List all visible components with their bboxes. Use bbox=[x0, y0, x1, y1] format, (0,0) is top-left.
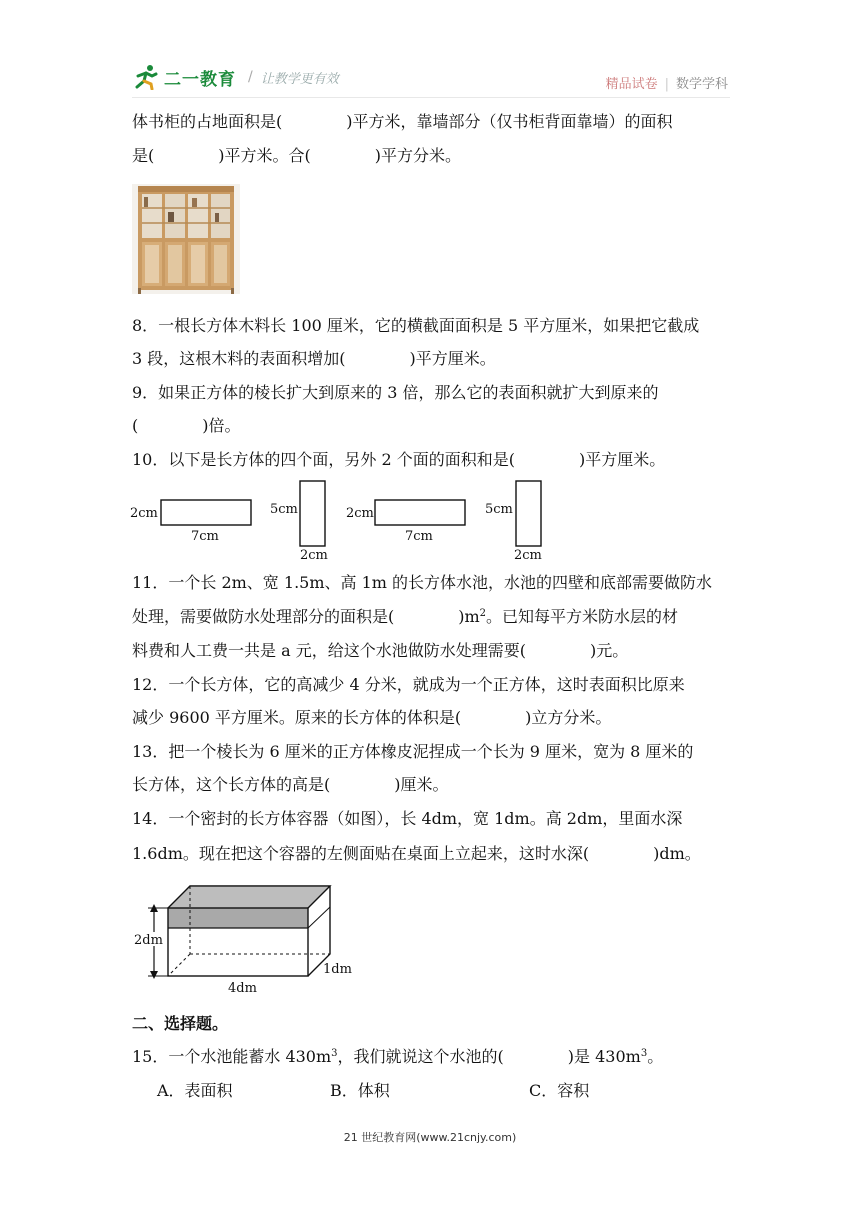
section-heading: 二、选择题。 bbox=[132, 1014, 229, 1033]
runner-logo-icon bbox=[132, 64, 160, 90]
rect4-height-label: 5cm bbox=[485, 502, 513, 517]
text-line: 长方体，这个长方体的高是( )厘米。 bbox=[132, 775, 449, 794]
rect2-width-label: 2cm bbox=[300, 548, 328, 563]
option-a[interactable]: A．表面积 bbox=[157, 1081, 233, 1100]
logo-text: 二一教育 bbox=[164, 69, 236, 90]
header-divider bbox=[132, 97, 730, 98]
text-line: 减少 9600 平方厘米。原来的长方体的体积是( )立方分米。 bbox=[132, 708, 612, 727]
header-right: 精品试卷 | 数学学科 bbox=[605, 77, 728, 92]
length-label: 4dm bbox=[228, 981, 257, 996]
text-line: ( )倍。 bbox=[132, 416, 241, 435]
text-line: 体书柜的占地面积是( )平方米，靠墙部分（仅书柜背面靠墙）的面积 bbox=[132, 112, 673, 131]
text-line: 1.6dm。现在把这个容器的左侧面贴在桌面上立起来，这时水深( )dm。 bbox=[132, 844, 701, 863]
height-label: 2dm bbox=[134, 933, 163, 948]
rect3-width-label: 7cm bbox=[405, 529, 433, 544]
text-line: 是( )平方米。合( )平方分米。 bbox=[132, 146, 461, 165]
rect3-height-label: 2cm bbox=[346, 506, 374, 521]
container-figure bbox=[128, 878, 368, 998]
rect1-width-label: 7cm bbox=[191, 529, 219, 544]
width-label: 1dm bbox=[323, 962, 352, 977]
rect4-width-label: 2cm bbox=[514, 548, 542, 563]
rect2-height-label: 5cm bbox=[270, 502, 298, 517]
text-line: 10．以下是长方体的四个面，另外 2 个面的面积和是( )平方厘米。 bbox=[132, 450, 666, 469]
text-line: 15．一个水池能蓄水 $430m^3$，我们就说这个水池的( )是 $430m^3$。 bbox=[132, 1047, 664, 1066]
slogan: 让教学更有效 bbox=[260, 71, 339, 87]
page-header bbox=[0, 0, 860, 110]
text-line: 料费和人工费一共是 a 元，给这个水池做防水处理需要( )元。 bbox=[132, 641, 629, 660]
text-line: 13．把一个棱长为 6 厘米的正方体橡皮泥捏成一个长为 9 厘米，宽为 8 厘米的 bbox=[132, 742, 694, 761]
rectangles-figure bbox=[128, 476, 568, 566]
text-line: 8．一根长方体木料长 100 厘米，它的横截面面积是 5 平方厘米，如果把它截成 bbox=[132, 316, 700, 335]
bookcase-image bbox=[132, 184, 240, 294]
text-line: 处理，需要做防水处理部分的面积是( )$m^2$。已知每平方米防水层的材 bbox=[132, 607, 679, 626]
text-line: 14．一个密封的长方体容器（如图），长 4dm，宽 1dm。高 2dm，里面水深 bbox=[132, 809, 683, 828]
subject: 数学学科 bbox=[675, 77, 728, 92]
logo: 二一教育 / 让教学更有效 bbox=[132, 64, 339, 90]
text-line: 11．一个长 2m、宽 1.5m、高 1m 的长方体水池，水池的四壁和底部需要做防水 bbox=[132, 573, 713, 592]
doc-type: 精品试卷 bbox=[605, 77, 658, 92]
text-line: 9．如果正方体的棱长扩大到原来的 3 倍，那么它的表面积就扩大到原来的 bbox=[132, 383, 659, 402]
page-footer: 21 世纪教育网(www.21cnjy.com) bbox=[343, 1131, 517, 1144]
option-c[interactable]: C．容积 bbox=[529, 1081, 590, 1100]
text-line: 3 段，这根木料的表面积增加( )平方厘米。 bbox=[132, 349, 496, 368]
option-b[interactable]: B．体积 bbox=[330, 1081, 390, 1100]
rect1-height-label: 2cm bbox=[130, 506, 158, 521]
text-line: 12．一个长方体，它的高减少 4 分米，就成为一个正方体，这时表面积比原来 bbox=[132, 675, 685, 694]
